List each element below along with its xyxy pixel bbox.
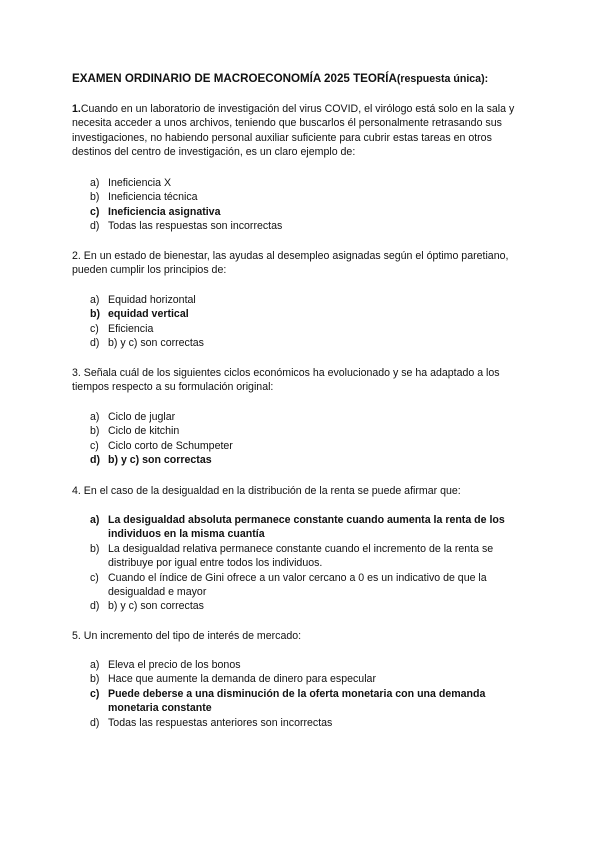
option-text: Ciclo de kitchin	[108, 425, 180, 438]
question-4-stem	[72, 484, 532, 498]
option-text: Todas las respuestas anteriores son incorrectas	[108, 716, 333, 729]
option-text: b) y c) son correctas	[108, 454, 212, 467]
question-5-stem	[72, 629, 532, 643]
option-letter: d)	[90, 454, 100, 467]
option-letter: a)	[90, 659, 100, 671]
question-number: 1.	[72, 103, 81, 115]
option-5b	[90, 672, 530, 686]
option-text: La desigualdad relativa permanece constante cuando el incremento de la renta se distribuye por igual entre todos los individuos.	[108, 542, 494, 570]
option-letter: b)	[90, 191, 100, 204]
question-4-options	[90, 513, 530, 614]
option-letter: b)	[90, 425, 100, 438]
question-number: 3.	[72, 367, 81, 379]
option-letter: a)	[90, 411, 100, 423]
option-text: Puede deberse a una disminución de la oferta monetaria con una demanda monetaria constante	[108, 687, 486, 715]
option-letter: c)	[90, 571, 99, 584]
option-text: Ciclo corto de Schumpeter	[108, 439, 233, 452]
question-2-options	[90, 293, 530, 351]
option-5d	[90, 716, 530, 730]
exam-subtitle: (respuesta única):	[396, 73, 489, 85]
exam-title-text: EXAMEN ORDINARIO DE MACROECONOMÍA 2025 TEORÍA	[72, 72, 397, 85]
option-text: Ineficiencia asignativa	[108, 205, 221, 218]
option-letter: a)	[90, 177, 100, 189]
question-text: En un estado de bienestar, las ayudas al desempleo asignadas según el óptimo paretiano, pueden cumplir los principios de:	[72, 250, 509, 277]
option-letter: d)	[90, 600, 100, 613]
option-letter: d)	[90, 716, 100, 729]
option-5c-correct	[90, 687, 530, 716]
question-1-stem	[72, 102, 532, 160]
option-text: Todas las respuestas son incorrectas	[108, 220, 283, 233]
option-1d	[90, 219, 530, 233]
option-text: La desigualdad absoluta permanece constante cuando aumenta la renta de los individuos en la misma cuantía	[108, 514, 505, 541]
option-2a	[90, 293, 530, 307]
option-text: Eleva el precio de los bonos	[108, 659, 241, 671]
option-letter: b)	[90, 673, 100, 686]
question-2-stem	[72, 249, 532, 278]
question-text: Un incremento del tipo de interés de mercado:	[83, 630, 302, 642]
option-letter: c)	[90, 687, 100, 700]
option-text: equidad vertical	[108, 308, 189, 321]
question-3-options	[90, 410, 530, 468]
question-text: Señala cuál de los siguientes ciclos económicos ha evolucionado y se ha adaptado a los tiempos respecto a su formulación original:	[72, 367, 500, 394]
question-number: 2.	[72, 250, 81, 262]
option-4b	[90, 542, 530, 571]
option-text: Equidad horizontal	[108, 294, 196, 306]
option-letter: c)	[90, 322, 99, 335]
option-3a	[90, 410, 530, 424]
option-text: Hace que aumente la demanda de dinero para especular	[108, 673, 376, 686]
option-1a	[90, 176, 530, 190]
option-5a	[90, 658, 530, 672]
option-letter: c)	[90, 205, 100, 218]
option-3d-correct	[90, 453, 530, 467]
option-3b	[90, 424, 530, 438]
option-text: b) y c) son correctas	[108, 600, 204, 613]
option-letter: a)	[90, 514, 100, 526]
option-text: Ciclo de juglar	[108, 411, 176, 423]
option-text: Ineficiencia técnica	[108, 191, 198, 204]
option-4c	[90, 571, 530, 600]
option-2c	[90, 322, 530, 336]
option-text: Eficiencia	[108, 322, 154, 335]
question-number: 5.	[72, 630, 81, 642]
question-1-options	[90, 176, 530, 234]
option-letter: d)	[90, 337, 100, 350]
option-letter: a)	[90, 294, 100, 306]
option-1b	[90, 190, 530, 204]
option-letter: d)	[90, 220, 100, 233]
option-2b-correct	[90, 307, 530, 321]
option-text: b) y c) son correctas	[108, 337, 204, 350]
question-number: 4.	[72, 485, 81, 497]
option-letter: b)	[90, 542, 100, 555]
option-3c	[90, 439, 530, 453]
question-5-options	[90, 658, 530, 730]
option-text: Cuando el índice de Gini ofrece a un valor cercano a 0 es un indicativo de que la desigualdad e mayor	[108, 571, 487, 599]
option-2d	[90, 336, 530, 350]
option-4d	[90, 599, 530, 613]
exam-title	[72, 71, 542, 87]
question-text: En el caso de la desigualdad en la distribución de la renta se puede afirmar que:	[83, 485, 461, 497]
option-text: Ineficiencia X	[108, 177, 172, 189]
option-4a-correct	[90, 513, 530, 542]
question-3-stem	[72, 366, 532, 395]
option-letter: c)	[90, 439, 99, 452]
option-letter: b)	[90, 308, 100, 321]
question-text: Cuando en un laboratorio de investigación del virus COVID, el virólogo está solo en la sala y necesita acceder a unos archivos, teniendo que buscarlos él personalmente retrasando sus investigaciones, no habiendo personal auxiliar suficiente para cubrir estas tareas en otros destinos del centro de investigación, es un claro ejemplo de:	[72, 103, 515, 159]
option-1c-correct	[90, 205, 530, 219]
